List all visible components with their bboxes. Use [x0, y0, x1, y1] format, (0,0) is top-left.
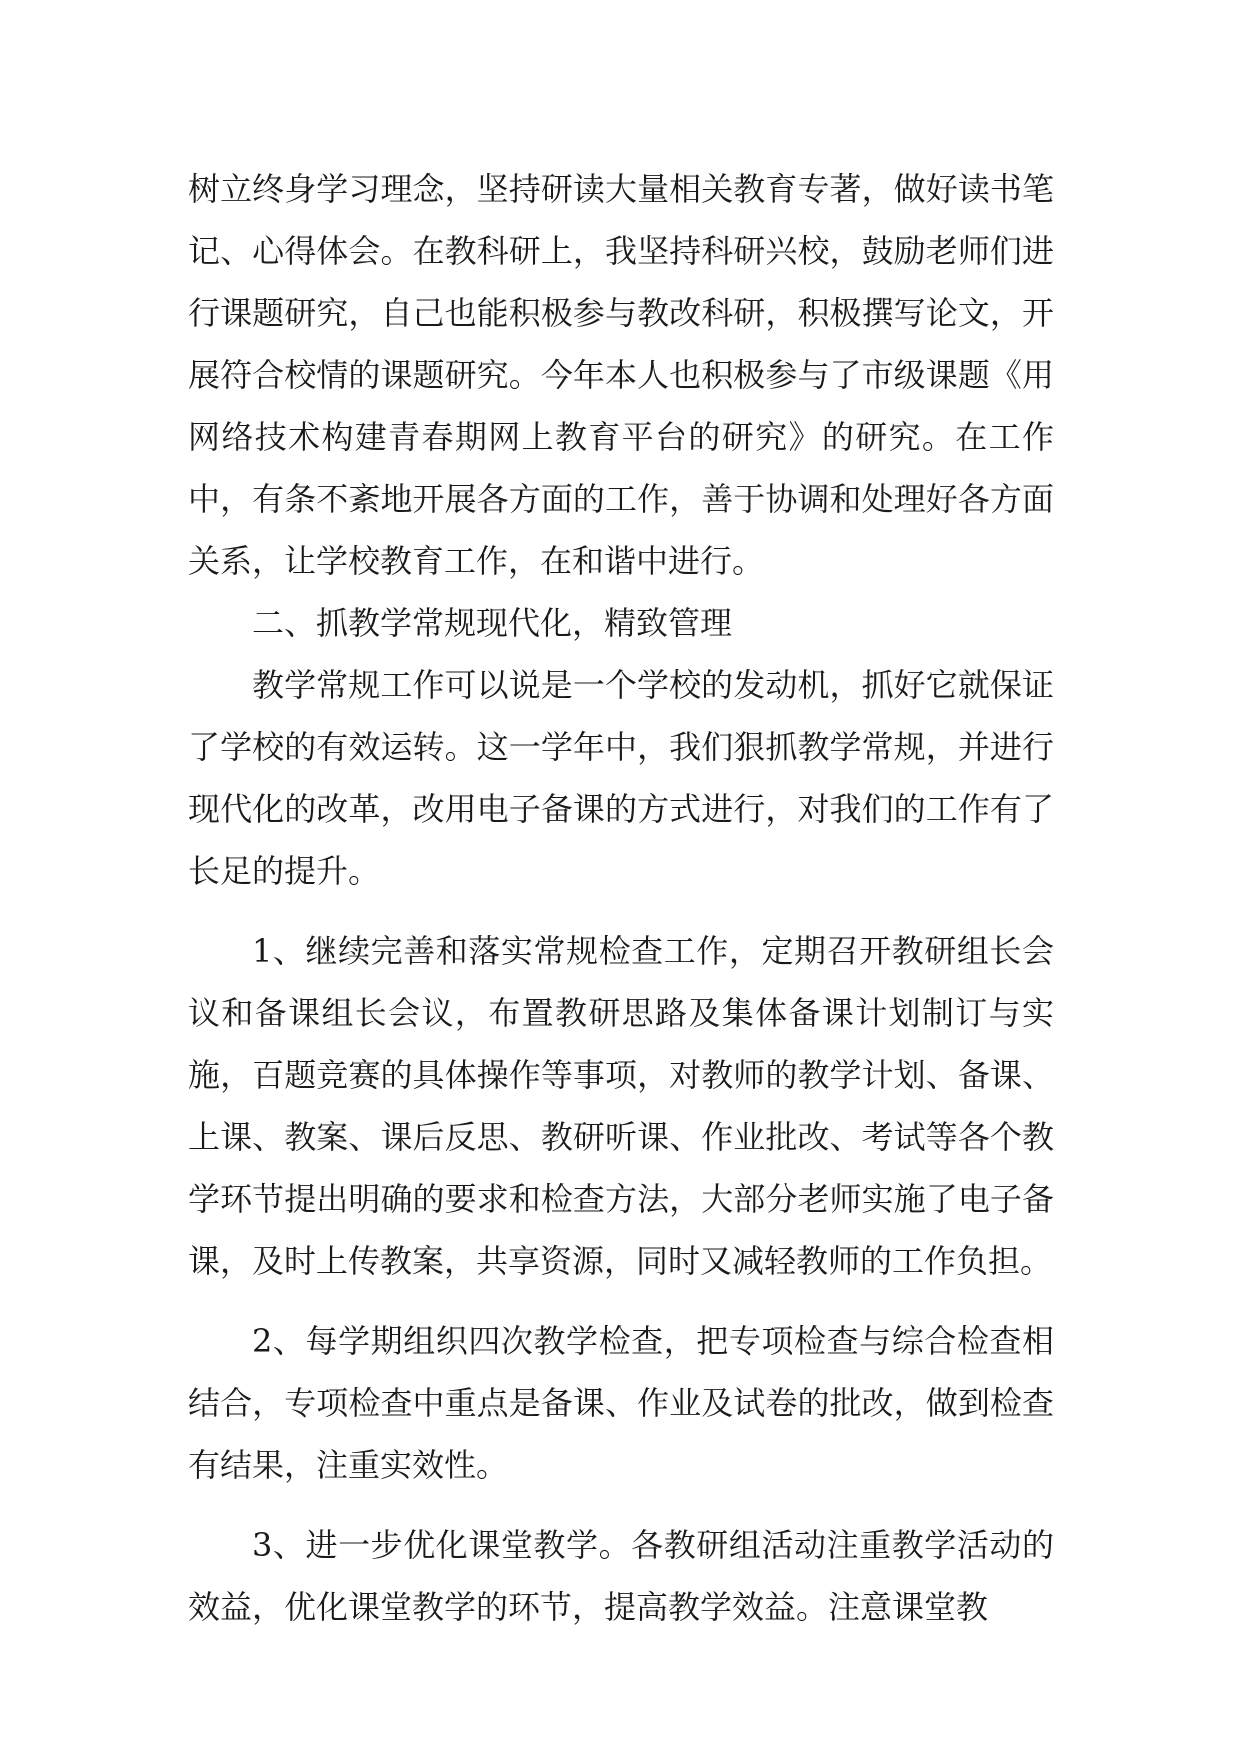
- list-item-1: 1、继续完善和落实常规检查工作，定期召开教研组长会议和备课组长会议，布置教研思路及集体备课计划制订与实施，百题竞赛的具体操作等事项，对教师的教学计划、备课、上课、教案、课后反思、教研听课、作业批改、考试等各个教学环节提出明确的要求和检查方法，大部分老师实施了电子备课，及时上传教案，共享资源，同时又减轻教师的工作负担。: [188, 932, 1054, 1280]
- list-item-2: 2、每学期组织四次教学检查，把专项检查与综合检查相结合，专项检查中重点是备课、作业及试卷的批改，做到检查有结果，注重实效性。: [188, 1322, 1054, 1484]
- section-heading: 二、抓教学常规现代化，精致管理: [252, 604, 733, 642]
- list-item-3: 3、进一步优化课堂教学。各教研组活动注重教学活动的效益，优化课堂教学的环节，提高教学效益。注意课堂教: [188, 1526, 1054, 1626]
- paragraph: 教学常规工作可以说是一个学校的发动机，抓好它就保证了学校的有效运转。这一学年中，我们狠抓教学常规，并进行现代化的改革，改用电子备课的方式进行，对我们的工作有了长足的提升。: [188, 666, 1054, 890]
- paragraph-continuation: 树立终身学习理念，坚持研读大量相关教育专著，做好读书笔记、心得体会。在教科研上，我坚持科研兴校，鼓励老师们进行课题研究，自己也能积极参与教改科研，积极撰写论文，开展符合校情的课题研究。今年本人也积极参与了市级课题《用网络技术构建青春期网上教育平台的研究》的研究。在工作中，有条不紊地开展各方面的工作，善于协调和处理好各方面关系，让学校教育工作，在和谐中进行。: [188, 170, 1054, 580]
- document-body: [188, 158, 1054, 1638]
